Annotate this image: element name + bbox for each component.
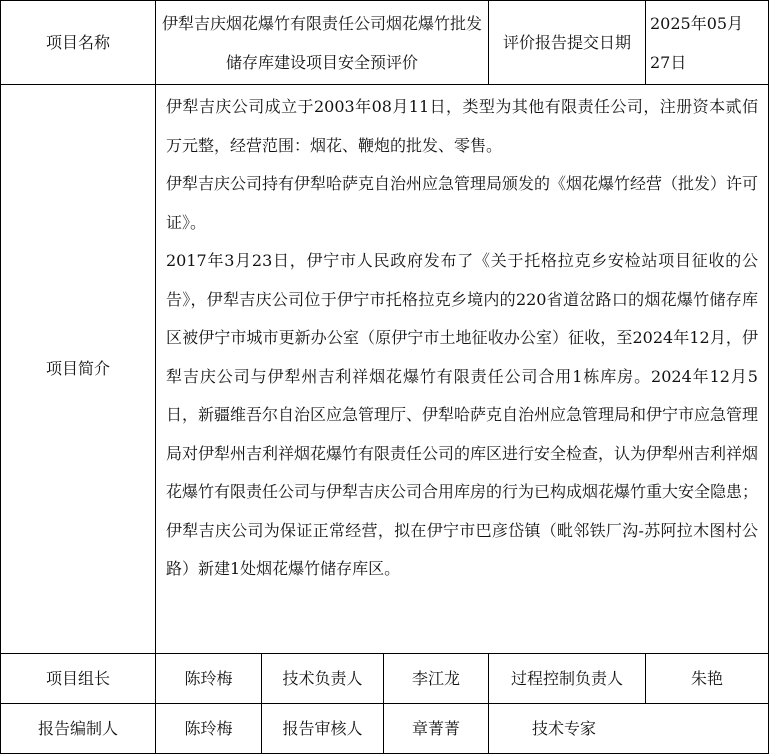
report-date-label: 评价报告提交日期 [502, 33, 631, 52]
tech-lead-name: 李江龙 [411, 668, 460, 688]
report-author-label: 报告编制人 [37, 718, 118, 738]
process-control-name: 朱艳 [690, 668, 723, 688]
process-control-label: 过程控制负责人 [510, 668, 623, 688]
summary-paragraph: 伊犁吉庆公司持有伊犁哈萨克自治州应急管理局颁发的《烟花爆竹经营（批发）许可证》。 [166, 174, 759, 232]
project-summary-label: 项目简介 [45, 359, 110, 378]
project-leader-name: 陈玲梅 [184, 668, 233, 688]
project-leader-label: 项目组长 [45, 668, 110, 688]
report-author-name: 陈玲梅 [184, 718, 233, 738]
report-date-value: 2025年05月27日 [650, 13, 744, 72]
report-reviewer-label: 报告审核人 [282, 718, 363, 738]
project-name-value: 伊犁吉庆烟花爆竹有限责任公司烟花爆竹批发储存库建设项目安全预评价 [161, 13, 482, 72]
project-summary-content [166, 88, 758, 589]
summary-paragraph: 2017年3月23日，伊宁市人民政府发布了《关于托格拉克乡安检站项目征收的公告》，伊犁吉庆公司位于伊宁市托格拉克乡境内的220省道岔路口的烟花爆竹储存库区被伊宁市城市更新办公室（原伊宁市土地征收办公室）征收，至2024年12月，伊犁吉庆公司与伊犁州吉利祥烟花爆竹有限责任公司合用1栋库房。2024年12月5日，新疆维吾尔自治区应急管理厅、伊犁哈萨克自治州应急管理局和伊宁市应急管理局对伊犁州吉利祥烟花爆竹有限责任公司的库区进行安全检查，认为伊犁州吉利祥烟花爆竹有限责任公司与伊犁吉庆公司合用库房的行为已构成烟花爆竹重大安全隐患；伊犁吉庆公司为保证正常经营，拟在伊宁市巴彦岱镇（毗邻铁厂沟-苏阿拉木图村公路）新建1处烟花爆竹储存库区。 [166, 251, 759, 578]
project-name-label: 项目名称 [45, 32, 110, 52]
summary-paragraph: 伊犁吉庆公司成立于2003年08月11日，类型为其他有限责任公司，注册资本贰佰万元整，经营范围：烟花、鞭炮的批发、零售。 [166, 97, 758, 155]
tech-lead-label: 技术负责人 [282, 668, 363, 688]
report-reviewer-name: 章菁菁 [411, 718, 460, 738]
tech-expert-label: 技术专家 [532, 718, 597, 738]
